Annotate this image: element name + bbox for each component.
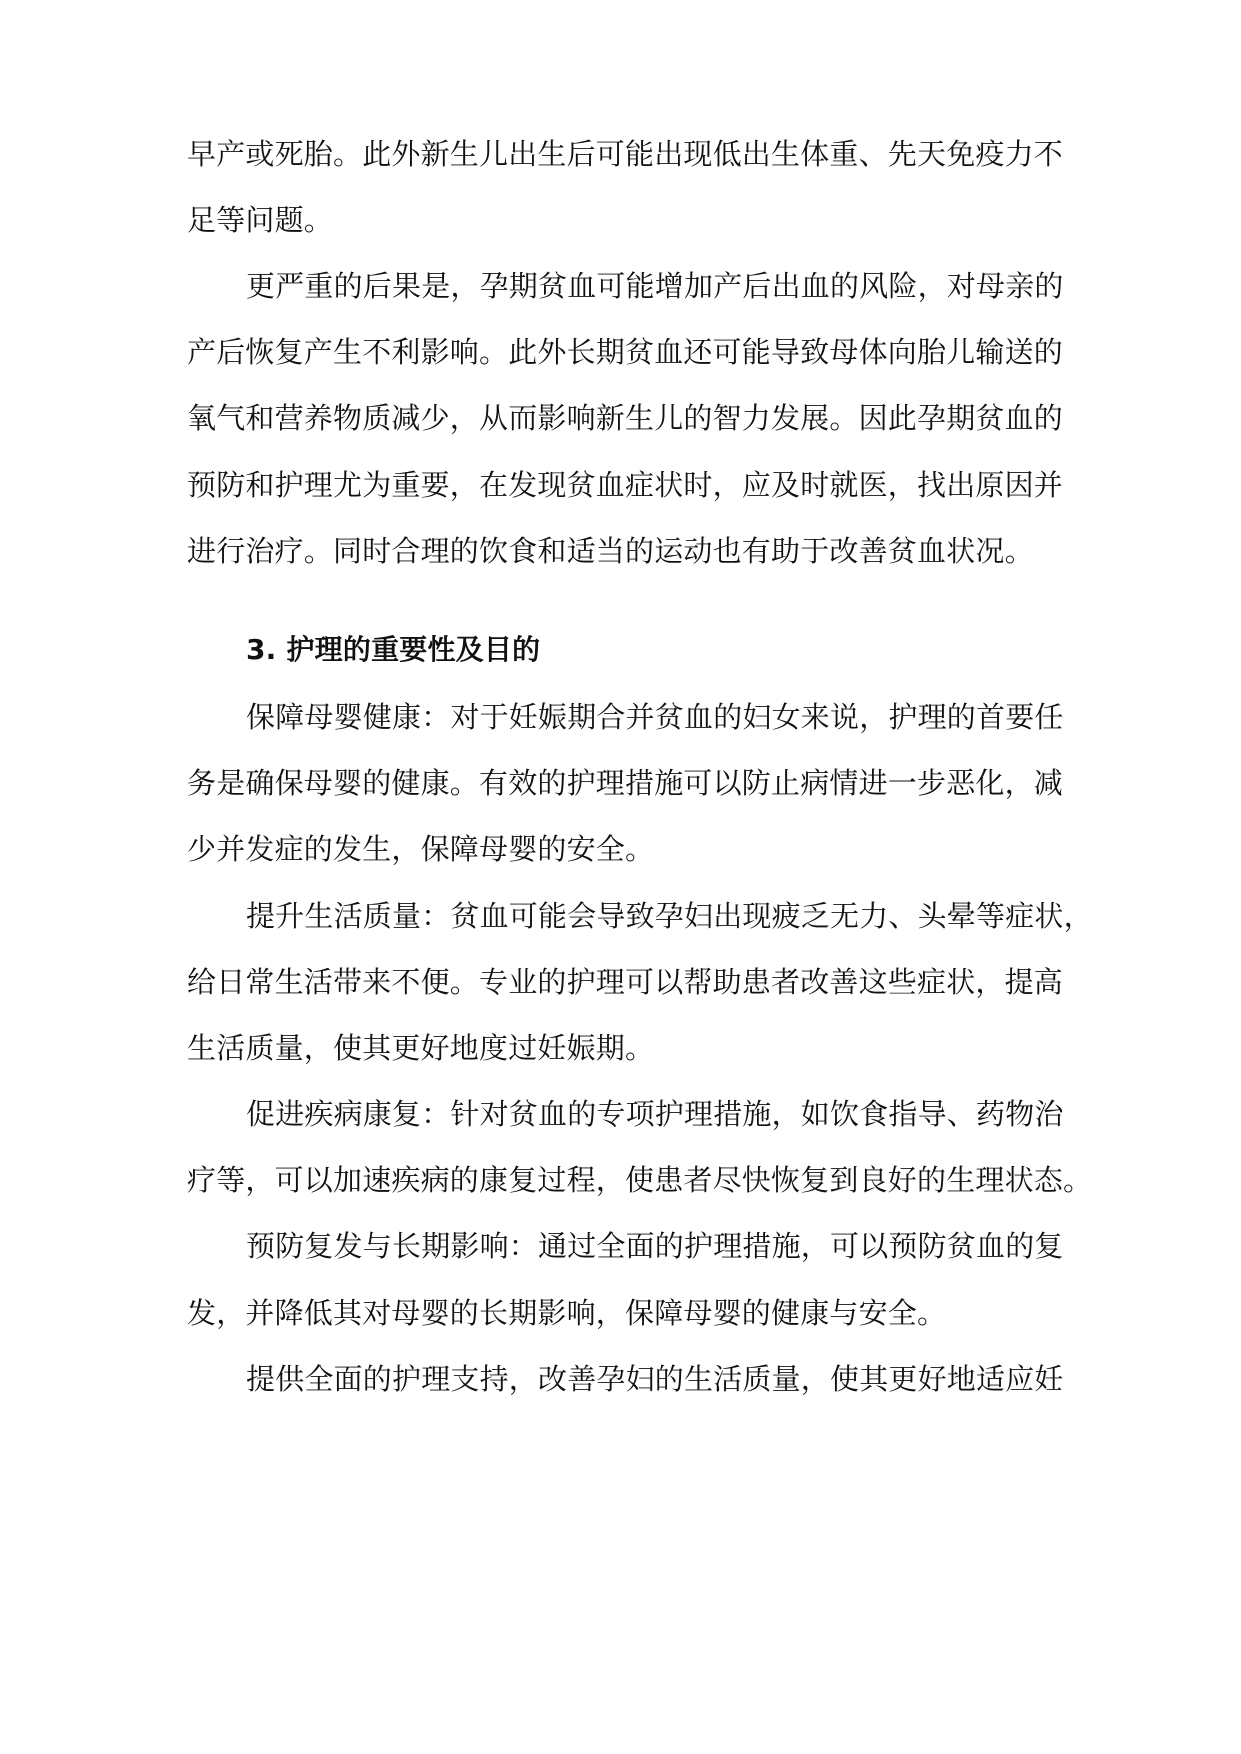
text-line: 提升生活质量：贫血可能会导致孕妇出现疲乏无力、头晕等症状， (246, 899, 1093, 933)
text-line: 保障母婴健康：对于妊娠期合并贫血的妇女来说，护理的首要任 (246, 700, 1064, 734)
text-line: 少并发症的发生，保障母婴的安全。 (187, 832, 655, 866)
text-line: 更严重的后果是，孕期贫血可能增加产后出血的风险，对母亲的 (246, 269, 1064, 303)
text-line: 早产或死胎。此外新生儿出生后可能出现低出生体重、先天免疫力不 (187, 137, 1064, 171)
text-line: 预防复发与长期影响：通过全面的护理措施，可以预防贫血的复 (246, 1229, 1064, 1263)
text-line: 促进疾病康复：针对贫血的专项护理措施，如饮食指导、药物治 (246, 1097, 1064, 1131)
text-line: 提供全面的护理支持，改善孕妇的生活质量，使其更好地适应妊 (246, 1362, 1064, 1396)
text-line: 疗等，可以加速疾病的康复过程，使患者尽快恢复到良好的生理状态。 (187, 1163, 1093, 1197)
text-line: 务是确保母婴的健康。有效的护理措施可以防止病情进一步恶化，减 (187, 766, 1064, 800)
text-line: 足等问题。 (187, 203, 334, 237)
text-line: 氧气和营养物质减少，从而影响新生儿的智力发展。因此孕期贫血的 (187, 401, 1064, 435)
text-line: 给日常生活带来不便。专业的护理可以帮助患者改善这些症状，提高 (187, 965, 1064, 999)
text-line: 生活质量，使其更好地度过妊娠期。 (187, 1031, 655, 1065)
text-line: 预防和护理尤为重要，在发现贫血症状时，应及时就医，找出原因并 (187, 468, 1064, 502)
text-line: 进行治疗。同时合理的饮食和适当的运动也有助于改善贫血状况。 (187, 534, 1034, 568)
section-heading: 3. 护理的重要性及目的 (246, 633, 541, 666)
text-line: 产后恢复产生不利影响。此外长期贫血还可能导致母体向胎儿输送的 (187, 335, 1064, 369)
text-line: 发，并降低其对母婴的长期影响，保障母婴的健康与安全。 (187, 1296, 947, 1330)
